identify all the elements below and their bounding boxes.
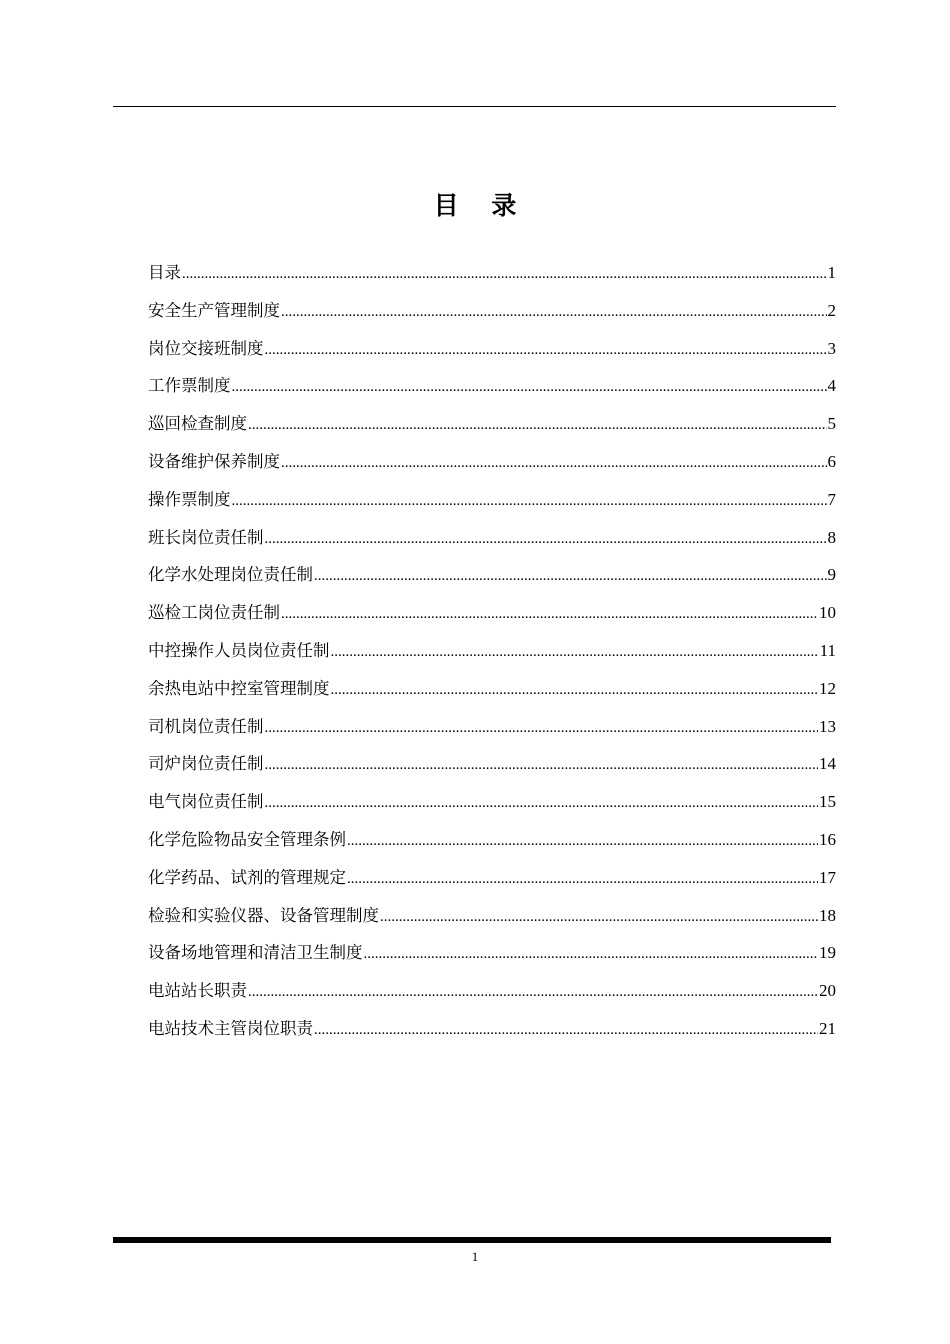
toc-entry[interactable]	[148, 977, 836, 1015]
toc-entry-label: 司机岗位责任制	[148, 716, 264, 736]
toc-entry-label: 电站站长职责	[148, 981, 247, 1001]
toc-entry-page: 19	[819, 943, 836, 963]
toc-entry-page: 14	[819, 754, 836, 774]
page-title: 目 录	[433, 191, 529, 220]
toc-dot-leader	[364, 940, 819, 968]
toc-entry-label: 司炉岗位责任制	[148, 754, 264, 774]
toc-entry-label: 检验和实验仪器、设备管理制度	[148, 905, 379, 925]
toc-entry-label: 目录	[148, 263, 181, 282]
toc-entry-label: 工作票制度	[148, 376, 231, 396]
toc-entry-page: 16	[819, 829, 836, 849]
toc-entry-label: 操作票制度	[148, 489, 231, 509]
header-rule	[113, 106, 836, 107]
footer-rule	[113, 1237, 831, 1243]
toc-entry-label: 巡检工岗位责任制	[148, 603, 280, 623]
toc-dot-leader	[248, 411, 827, 439]
toc-dot-leader	[265, 525, 827, 553]
toc-entry[interactable]	[148, 372, 836, 410]
toc-dot-leader	[331, 676, 819, 704]
toc-entry-label: 班长岗位责任制	[148, 527, 264, 547]
page-number: 1	[471, 1249, 479, 1264]
toc-entry-label: 中控操作人员岗位责任制	[148, 640, 330, 660]
toc-dot-leader	[281, 600, 818, 628]
toc-dot-leader	[314, 1016, 818, 1044]
toc-entry-label: 化学水处理岗位责任制	[148, 565, 313, 585]
toc-entry-page: 13	[819, 716, 836, 736]
toc-entry[interactable]	[148, 939, 836, 977]
toc-entry-page: 20	[819, 981, 836, 1001]
toc-entry[interactable]	[148, 561, 836, 599]
toc-entry-label: 岗位交接班制度	[148, 338, 264, 358]
toc-entry-page: 4	[827, 376, 836, 396]
toc-entry-label: 电站技术主管岗位职责	[148, 1018, 313, 1038]
table-of-contents	[148, 259, 836, 1053]
toc-entry-page: 18	[819, 905, 836, 925]
toc-dot-leader	[347, 827, 818, 855]
toc-dot-leader	[232, 373, 827, 401]
toc-entry-page: 8	[827, 527, 836, 547]
toc-entry-page: 12	[819, 678, 836, 698]
toc-dot-leader	[265, 714, 819, 742]
toc-entry-page: 6	[827, 451, 836, 471]
toc-entry[interactable]	[148, 335, 836, 373]
toc-entry-label: 余热电站中控室管理制度	[148, 678, 330, 698]
toc-entry-page: 21	[819, 1018, 836, 1038]
toc-entry[interactable]	[148, 750, 836, 788]
toc-entry-page: 7	[827, 489, 836, 509]
toc-entry-label: 设备维护保养制度	[148, 451, 280, 471]
toc-entry[interactable]	[148, 637, 836, 675]
toc-entry[interactable]	[148, 297, 836, 335]
toc-entry-page: 2	[827, 300, 836, 320]
toc-dot-leader	[248, 978, 818, 1006]
toc-entry-label: 安全生产管理制度	[148, 300, 280, 320]
toc-entry-page: 3	[827, 338, 836, 358]
toc-entry-page: 17	[819, 867, 836, 887]
toc-dot-leader	[314, 562, 827, 590]
toc-entry[interactable]	[148, 599, 836, 637]
toc-entry-label: 电气岗位责任制	[148, 792, 264, 812]
toc-entry-page: 11	[819, 640, 836, 660]
toc-entry[interactable]	[148, 788, 836, 826]
toc-dot-leader	[182, 260, 827, 288]
toc-dot-leader	[265, 751, 819, 779]
toc-entry[interactable]	[148, 259, 836, 297]
toc-entry-page: 15	[819, 792, 836, 812]
toc-entry[interactable]	[148, 448, 836, 486]
toc-dot-leader	[380, 903, 818, 931]
toc-entry-page: 9	[827, 565, 836, 585]
toc-entry[interactable]	[148, 410, 836, 448]
toc-entry[interactable]	[148, 713, 836, 751]
toc-dot-leader	[281, 298, 827, 326]
toc-dot-leader	[265, 336, 827, 364]
toc-entry-label: 化学危险物品安全管理条例	[148, 829, 346, 849]
toc-dot-leader	[347, 865, 818, 893]
toc-entry[interactable]	[148, 826, 836, 864]
toc-entry-label: 化学药品、试剂的管理规定	[148, 867, 346, 887]
toc-entry-page: 1	[827, 263, 836, 282]
toc-entry-page: 5	[827, 414, 836, 434]
toc-entry-label: 巡回检查制度	[148, 414, 247, 434]
toc-entry[interactable]	[148, 524, 836, 562]
toc-entry[interactable]	[148, 486, 836, 524]
toc-dot-leader	[265, 789, 819, 817]
toc-entry-label: 设备场地管理和清洁卫生制度	[148, 943, 363, 963]
toc-entry[interactable]	[148, 864, 836, 902]
toc-entry[interactable]	[148, 1015, 836, 1053]
toc-dot-leader	[232, 487, 827, 515]
toc-entry[interactable]	[148, 902, 836, 940]
toc-dot-leader	[331, 638, 819, 666]
toc-entry-page: 10	[819, 603, 836, 623]
toc-dot-leader	[281, 449, 827, 477]
toc-entry[interactable]	[148, 675, 836, 713]
